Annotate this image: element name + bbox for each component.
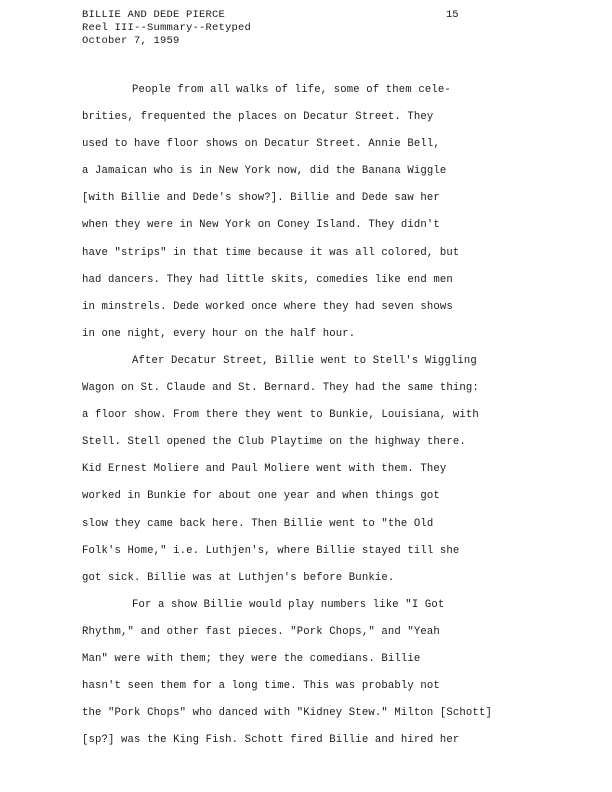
text-line: Rhythm," and other fast pieces. "Pork Chops," and "Yeah [82,625,440,638]
text-line: the "Pork Chops" who danced with "Kidney Stew." Milton [Schott] [82,707,492,720]
header-title: BILLIE AND DEDE PIERCE [82,9,226,21]
text-line: in minstrels. Dede worked once where they had seven shows [82,300,453,313]
text-line: slow they came back here. Then Billie went to "the Old [82,517,434,530]
text-line: a Jamaican who is in New York now, did the Banana Wiggle [82,165,447,178]
text-line: Kid Ernest Moliere and Paul Moliere went with them. They [82,463,447,476]
text-line: a floor show. From there they went to Bunkie, Louisiana, with [82,409,479,422]
text-line: [sp?] was the King Fish. Schott fired Billie and hired her [82,734,460,747]
document-header [82,9,482,48]
text-line: [with Billie and Dede's show?]. Billie and Dede saw her [82,192,440,205]
text-line: when they were in New York on Coney Island. They didn't [82,219,440,232]
text-line: got sick. Billie was at Luthjen's before Bunkie. [82,571,395,584]
text-line: hasn't seen them for a long time. This was probably not [82,680,440,693]
text-line: Stell. Stell opened the Club Playtime on the highway there. [82,436,466,449]
transcript-body [82,77,552,754]
text-line: in one night, every hour on the half hour. [82,327,356,340]
text-line: For a show Billie would play numbers like "I Got [132,598,445,611]
header-reel: Reel III--Summary--Retyped [82,22,252,34]
text-line: had dancers. They had little skits, comedies like end men [82,273,453,286]
page-number: 15 [446,9,459,21]
text-line: have "strips" in that time because it was all colored, but [82,246,460,259]
text-line: worked in Bunkie for about one year and when things got [82,490,440,503]
text-line: brities, frequented the places on Decatur Street. They [82,111,434,124]
text-line: used to have floor shows on Decatur Street. Annie Bell, [82,138,440,151]
text-line: Wagon on St. Claude and St. Bernard. They had the same thing: [82,382,479,395]
text-line: After Decatur Street, Billie went to Stell's Wiggling [132,354,477,367]
text-line: Man" were with them; they were the comedians. Billie [82,652,421,665]
text-line: Folk's Home," i.e. Luthjen's, where Billie stayed till she [82,544,460,557]
header-date: October 7, 1959 [82,35,180,47]
text-line: People from all walks of life, some of them cele- [132,84,451,96]
